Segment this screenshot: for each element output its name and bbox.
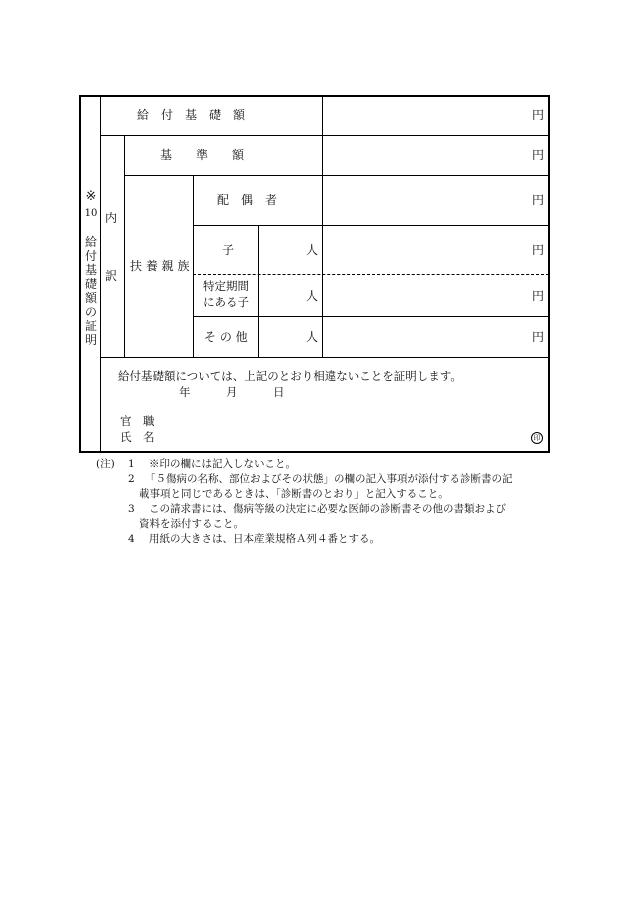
tokutei-yen-unit: 円 xyxy=(532,289,545,303)
note-number: 1 xyxy=(128,458,135,470)
grid-line xyxy=(258,225,259,357)
grid-line xyxy=(124,175,549,176)
section-mark: ※ xyxy=(85,189,97,204)
kyufu-kiso-yen-unit: 円 xyxy=(532,108,545,122)
section-title-char: 明 xyxy=(84,333,97,347)
kijun-yen-unit: 円 xyxy=(532,148,545,162)
date-year-label: 年 xyxy=(179,385,191,399)
ko-label: 子 xyxy=(222,243,235,257)
section-title-char: 額 xyxy=(84,291,97,305)
section-title-vertical xyxy=(84,236,98,348)
tokutei-person-unit: 人 xyxy=(306,289,319,303)
sonota-person-unit: 人 xyxy=(306,330,319,344)
tokutei-label-line1: 特定期間 xyxy=(203,279,249,293)
note-text: この請求書には、傷病等級の決定に必要な医師の診断書その他の書類および xyxy=(149,503,506,515)
section-title-char: の xyxy=(84,305,97,319)
grid-line xyxy=(193,175,194,357)
grid-line xyxy=(100,135,549,136)
note-text-continued: 載事項と同じであるときは、「診断書のとおり」と記入すること。 xyxy=(139,488,449,500)
kijun-label: 基 準 額 xyxy=(160,148,245,162)
certification-statement: 給付基礎額については、上記のとおり相違ないことを証明します。 xyxy=(118,369,462,383)
notes-prefix: (注) xyxy=(96,458,115,470)
shimei-label: 氏 名 xyxy=(120,430,155,444)
section-title-char: 証 xyxy=(84,319,97,333)
ko-person-unit: 人 xyxy=(306,243,319,257)
ko-yen-unit: 円 xyxy=(532,243,545,257)
note-text: 用紙の大きさは、日本産業規格Ａ列４番とする。 xyxy=(149,533,380,545)
date-day-label: 日 xyxy=(273,385,285,399)
section-title-char: 付 xyxy=(84,249,97,263)
note-number: 2 xyxy=(128,473,135,485)
seal-mark: 印 xyxy=(531,432,543,444)
grid-line-dashed xyxy=(193,274,549,275)
section-title-char: 礎 xyxy=(84,277,97,291)
uchiwake-label-1: 内 xyxy=(105,211,118,225)
grid-line xyxy=(193,316,549,317)
uchiwake-label-2: 訳 xyxy=(105,269,118,283)
note-number: 4 xyxy=(128,533,135,545)
kyufu-kiso-label: 給 付 基 礎 額 xyxy=(137,108,246,122)
note-text: ※印の欄には記入しないこと。 xyxy=(149,458,296,470)
haigusha-yen-unit: 円 xyxy=(532,193,545,207)
tokutei-label-line2: にある子 xyxy=(203,295,249,309)
section-title-char: 基 xyxy=(84,263,97,277)
section-number: 10 xyxy=(84,208,98,219)
sonota-yen-unit: 円 xyxy=(532,330,545,344)
kanshoku-label: 官 職 xyxy=(120,414,155,428)
grid-line xyxy=(193,225,549,226)
note-text-continued: 資料を添付すること。 xyxy=(139,518,244,530)
grid-line xyxy=(100,96,101,453)
section-title-char: 給 xyxy=(84,235,97,249)
note-text: 「５傷病の名称、部位およびその状態」の欄の記入事項が添付する診断書の記 xyxy=(145,473,513,485)
grid-line xyxy=(100,357,549,358)
fuyo-shinzoku-label: 扶 養 親 族 xyxy=(130,259,190,273)
date-month-label: 月 xyxy=(226,385,238,399)
note-number: 3 xyxy=(128,503,135,515)
grid-line xyxy=(124,135,125,357)
sonota-label: そ の 他 xyxy=(204,330,248,344)
haigusha-label: 配 偶 者 xyxy=(217,193,278,207)
